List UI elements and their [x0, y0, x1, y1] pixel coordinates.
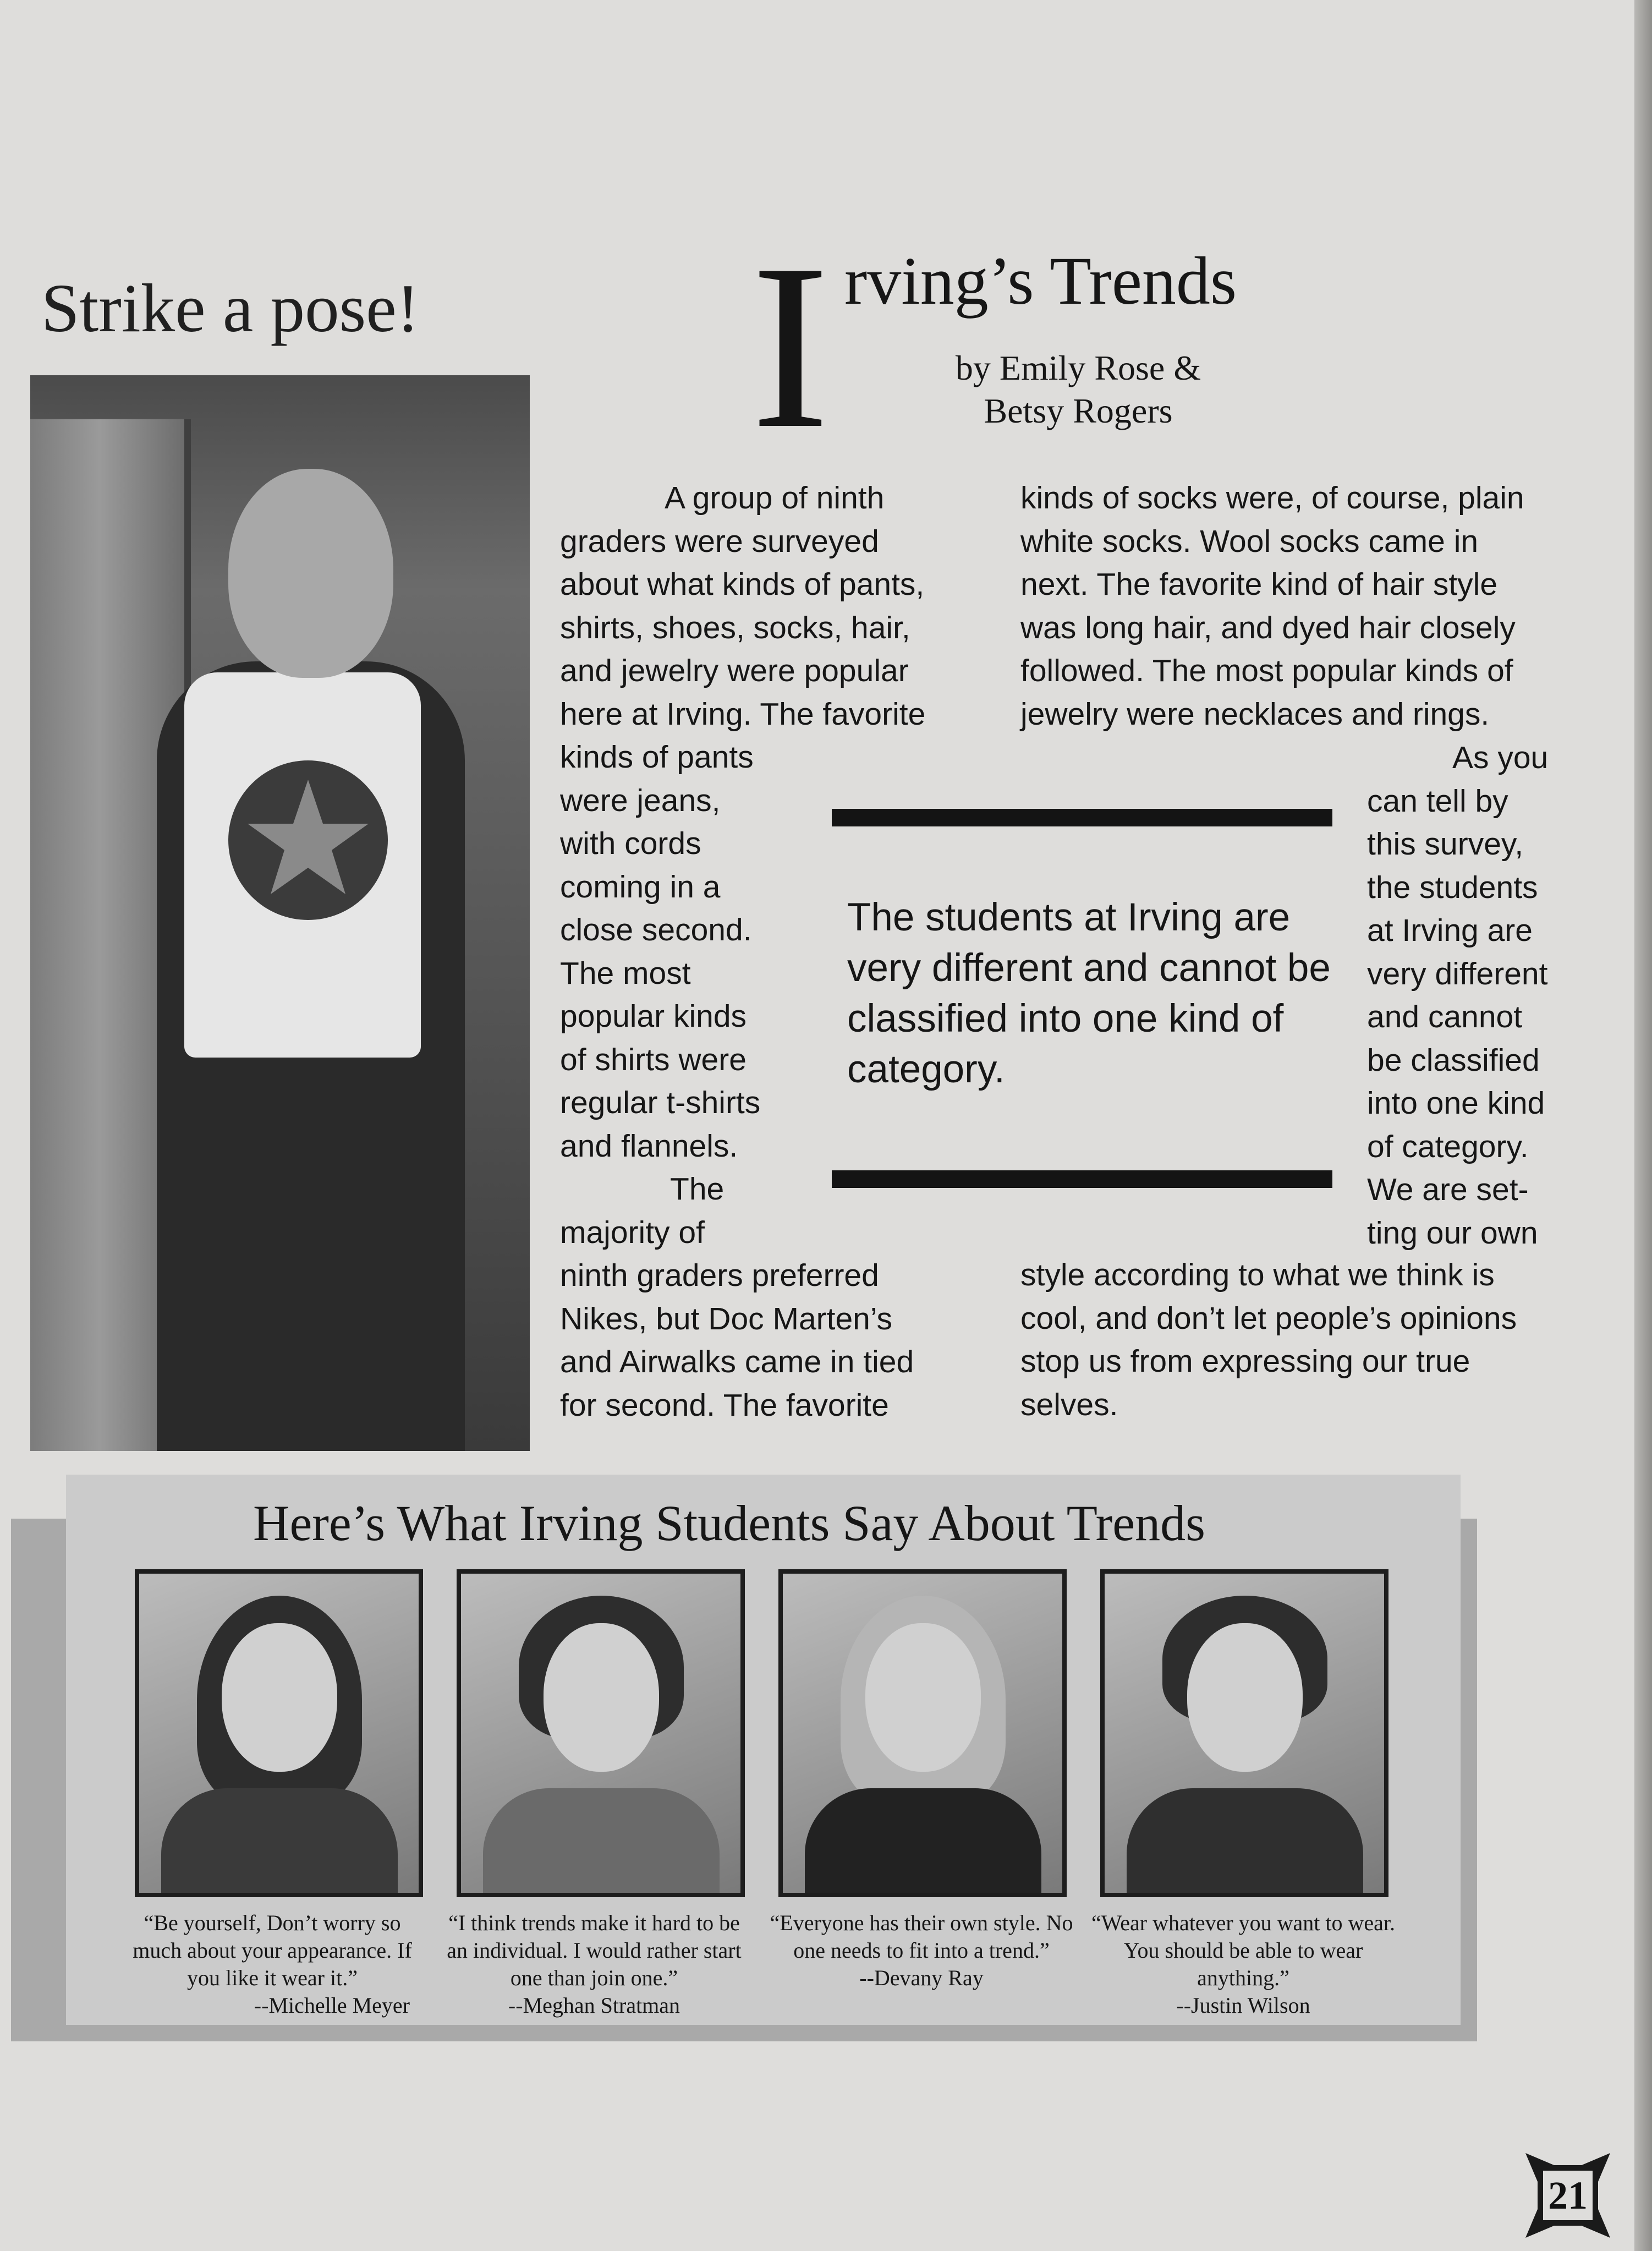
body-line: ting our own [1367, 1215, 1538, 1251]
body-line: The most [560, 955, 691, 991]
strike-a-pose-heading: Strike a pose! [41, 271, 420, 347]
article-column-right-bottom [1020, 1253, 1517, 1426]
body-line: jewelry were necklaces and rings. [1020, 696, 1490, 732]
student-portrait-2 [457, 1569, 745, 1897]
body-line: graders were surveyed [560, 523, 879, 559]
portrait-face [1187, 1623, 1303, 1772]
body-line: and cannot [1367, 999, 1523, 1034]
quote-author: --Meghan Stratman [508, 1993, 680, 2018]
body-line: and flannels. [560, 1128, 738, 1164]
body-line: popular kinds [560, 999, 747, 1034]
student-quote-1 [118, 1909, 426, 2019]
body-line: regular t-shirts [560, 1085, 761, 1120]
body-line: majority of [560, 1214, 705, 1250]
portrait-face [865, 1623, 981, 1772]
portrait-torso [805, 1788, 1041, 1897]
body-line: into one kind [1367, 1086, 1545, 1121]
pull-quote-rule-bottom [832, 1170, 1332, 1188]
body-line: We are set- [1367, 1172, 1529, 1207]
body-line: this survey, [1367, 826, 1524, 862]
body-line: very different [1367, 956, 1548, 992]
byline-line-2: Betsy Rogers [984, 391, 1173, 430]
body-line: for second. The favorite [560, 1387, 889, 1423]
body-line: of shirts were [560, 1042, 747, 1077]
page-spine-edge [1634, 0, 1652, 2251]
byline [880, 347, 1276, 432]
body-line: kinds of socks were, of course, plain [1020, 480, 1524, 516]
body-line: The [670, 1171, 725, 1207]
head [228, 469, 393, 678]
student-portrait-3 [778, 1569, 1067, 1897]
body-line: stop us from expressing our true [1020, 1344, 1470, 1379]
body-line: selves. [1020, 1387, 1118, 1422]
body-line: of category. [1367, 1129, 1529, 1164]
page-number: 21 [1548, 2173, 1588, 2217]
quote-text: “Everyone has their own style. No one needs to fit into a trend.” [770, 1910, 1073, 1963]
page-number-badge [1521, 2149, 1615, 2242]
quote-author: --Michelle Meyer [254, 1993, 410, 2018]
body-line: and jewelry were popular [560, 653, 909, 688]
quotes-heading: Here’s What Irving Students Say About Trends [253, 1495, 1205, 1551]
article-column-right-narrow [1367, 736, 1548, 1255]
body-line: followed. The most popular kinds of [1020, 653, 1513, 688]
body-line: ninth graders preferred [560, 1258, 879, 1293]
pull-quote: The students at Irving are very different and cannot be classified into one kind of category. [847, 896, 1331, 1091]
body-line: Nikes, but Doc Marten’s [560, 1301, 893, 1337]
body-line: and Airwalks came in tied [560, 1344, 914, 1379]
body-line: style according to what we think is [1020, 1257, 1495, 1292]
portrait-torso [1127, 1788, 1363, 1897]
body-line: was long hair, and dyed hair closely [1020, 610, 1516, 645]
student-pose-photo [30, 375, 530, 1451]
body-line: cool, and don’t let people’s opinions [1020, 1300, 1517, 1336]
body-line: were jeans, [560, 782, 721, 818]
student-quote-2 [440, 1909, 748, 2019]
body-line: with cords [560, 826, 701, 861]
body-line: kinds of pants [560, 740, 754, 775]
student-portrait-4 [1100, 1569, 1388, 1897]
body-line: next. The favorite kind of hair style [1020, 567, 1498, 602]
body-line: white socks. Wool socks came in [1020, 523, 1479, 559]
portrait-torso [161, 1788, 398, 1897]
body-line: here at Irving. The favorite [560, 696, 926, 732]
body-line: close second. [560, 912, 752, 947]
article-column-right-top [1020, 477, 1524, 736]
article-title: rving’s Trends [844, 243, 1237, 319]
portrait-torso [483, 1788, 720, 1897]
quote-text: “I think trends make it hard to be an individual. I would rather start one than join one.” [447, 1910, 742, 1990]
quote-author: --Justin Wilson [1176, 1993, 1310, 2018]
student-quote-3 [767, 1909, 1075, 1992]
body-line: A group of ninth [665, 480, 885, 516]
pull-quote-rule-top [832, 809, 1332, 826]
body-line: shirts, shoes, socks, hair, [560, 610, 910, 645]
title-drop-cap: I [751, 216, 830, 478]
quote-text: “Wear whatever you want to wear. You should be able to wear anything.” [1091, 1910, 1396, 1990]
portrait-face [222, 1623, 337, 1772]
quote-text: “Be yourself, Don’t worry so much about your appearance. If you like it wear it.” [133, 1910, 412, 1990]
byline-line-1: by Emily Rose & [955, 348, 1201, 387]
student-quote-4 [1089, 1909, 1397, 2019]
star-logo-icon [228, 760, 388, 920]
portrait-face [544, 1623, 659, 1772]
body-line: coming in a [560, 869, 721, 905]
student-portrait-1 [135, 1569, 423, 1897]
body-line: be classified [1367, 1042, 1540, 1078]
body-line: can tell by [1367, 783, 1508, 819]
body-line: the students [1367, 869, 1538, 905]
body-line: about what kinds of pants, [560, 567, 925, 602]
quote-author: --Devany Ray [859, 1965, 984, 1990]
body-line: As you [1452, 740, 1549, 775]
body-line: at Irving are [1367, 913, 1533, 948]
